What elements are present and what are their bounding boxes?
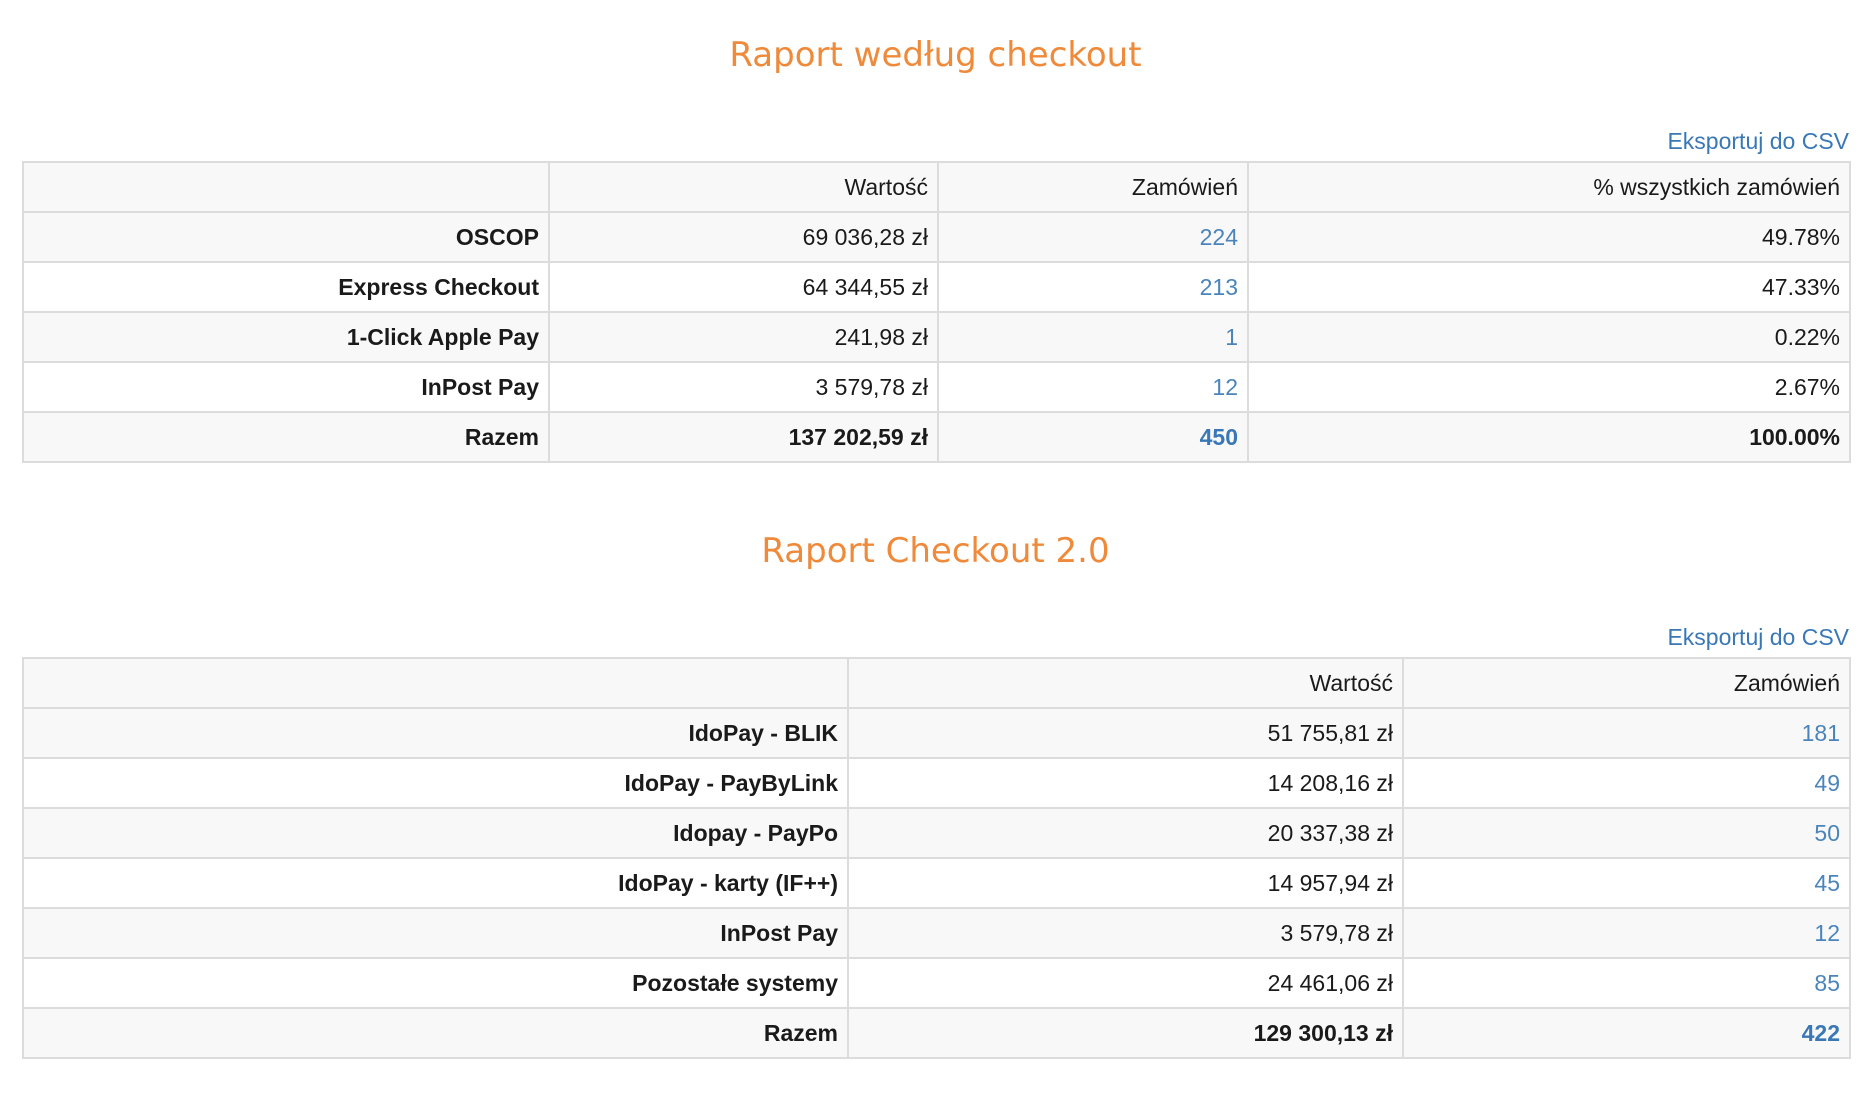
row-label: Idopay - PayPo <box>23 808 848 858</box>
row-orders-cell <box>1403 858 1850 908</box>
row-orders-link[interactable]: 12 <box>1212 373 1238 400</box>
total-label: Razem <box>23 412 549 462</box>
row-label: InPost Pay <box>23 908 848 958</box>
total-orders-cell <box>938 412 1248 462</box>
row-orders-cell <box>938 262 1248 312</box>
row-orders-cell <box>1403 758 1850 808</box>
checkout2-report-table <box>22 657 1851 1059</box>
checkout2-report-export-row <box>22 624 1849 654</box>
row-percent: 0.22% <box>1248 312 1850 362</box>
row-value: 3 579,78 zł <box>848 908 1403 958</box>
column-header-value: Wartość <box>848 658 1403 708</box>
table-row <box>23 808 1850 858</box>
table-total-row <box>23 412 1850 462</box>
table-header-row <box>23 658 1850 708</box>
table-row <box>23 362 1850 412</box>
row-value: 20 337,38 zł <box>848 808 1403 858</box>
table-row <box>23 708 1850 758</box>
table-row <box>23 758 1850 808</box>
row-orders-link[interactable]: 85 <box>1814 969 1840 996</box>
column-header-value: Wartość <box>549 162 938 212</box>
row-orders-link[interactable]: 50 <box>1814 819 1840 846</box>
row-label: IdoPay - PayByLink <box>23 758 848 808</box>
row-value: 64 344,55 zł <box>549 262 938 312</box>
row-orders-link[interactable]: 12 <box>1814 919 1840 946</box>
table-row <box>23 908 1850 958</box>
row-label: IdoPay - BLIK <box>23 708 848 758</box>
checkout-report-table <box>22 161 1851 463</box>
row-orders-cell <box>1403 808 1850 858</box>
total-orders-cell <box>1403 1008 1850 1058</box>
total-value: 129 300,13 zł <box>848 1008 1403 1058</box>
table-header-row <box>23 162 1850 212</box>
column-header-orders: Zamówień <box>1403 658 1850 708</box>
row-orders-cell <box>938 212 1248 262</box>
checkout-report-export-csv-link[interactable]: Eksportuj do CSV <box>1667 128 1849 154</box>
checkout2-report-export-csv-link[interactable]: Eksportuj do CSV <box>1667 624 1849 650</box>
table-row <box>23 312 1850 362</box>
row-label: 1-Click Apple Pay <box>23 312 549 362</box>
row-value: 24 461,06 zł <box>848 958 1403 1008</box>
row-value: 14 208,16 zł <box>848 758 1403 808</box>
row-orders-link[interactable]: 49 <box>1814 769 1840 796</box>
total-value: 137 202,59 zł <box>549 412 938 462</box>
row-percent: 49.78% <box>1248 212 1850 262</box>
table-total-row <box>23 1008 1850 1058</box>
row-orders-link[interactable]: 181 <box>1801 719 1840 746</box>
row-orders-cell <box>938 312 1248 362</box>
total-percent: 100.00% <box>1248 412 1850 462</box>
row-value: 69 036,28 zł <box>549 212 938 262</box>
row-orders-link[interactable]: 224 <box>1199 223 1238 250</box>
table-row <box>23 958 1850 1008</box>
row-label: OSCOP <box>23 212 549 262</box>
total-orders-link[interactable]: 450 <box>1199 423 1238 450</box>
column-header-label <box>23 162 549 212</box>
column-header-orders: Zamówień <box>938 162 1248 212</box>
row-orders-cell <box>1403 708 1850 758</box>
table-row <box>23 858 1850 908</box>
row-orders-link[interactable]: 1 <box>1225 323 1238 350</box>
column-header-percent: % wszystkich zamówień <box>1248 162 1850 212</box>
row-value: 241,98 zł <box>549 312 938 362</box>
checkout2-report-title: Raport Checkout 2.0 <box>761 531 1110 571</box>
table-row <box>23 212 1850 262</box>
row-label: InPost Pay <box>23 362 549 412</box>
row-label: Pozostałe systemy <box>23 958 848 1008</box>
row-orders-link[interactable]: 213 <box>1199 273 1238 300</box>
row-value: 3 579,78 zł <box>549 362 938 412</box>
total-label: Razem <box>23 1008 848 1058</box>
table-row <box>23 262 1850 312</box>
row-percent: 47.33% <box>1248 262 1850 312</box>
row-orders-cell <box>938 362 1248 412</box>
checkout-report-title: Raport według checkout <box>729 35 1142 75</box>
row-orders-link[interactable]: 45 <box>1814 869 1840 896</box>
row-percent: 2.67% <box>1248 362 1850 412</box>
column-header-label <box>23 658 848 708</box>
row-orders-cell <box>1403 908 1850 958</box>
row-orders-cell <box>1403 958 1850 1008</box>
row-label: IdoPay - karty (IF++) <box>23 858 848 908</box>
row-label: Express Checkout <box>23 262 549 312</box>
total-orders-link[interactable]: 422 <box>1801 1019 1840 1046</box>
checkout-report-export-row <box>22 128 1849 158</box>
row-value: 14 957,94 zł <box>848 858 1403 908</box>
row-value: 51 755,81 zł <box>848 708 1403 758</box>
